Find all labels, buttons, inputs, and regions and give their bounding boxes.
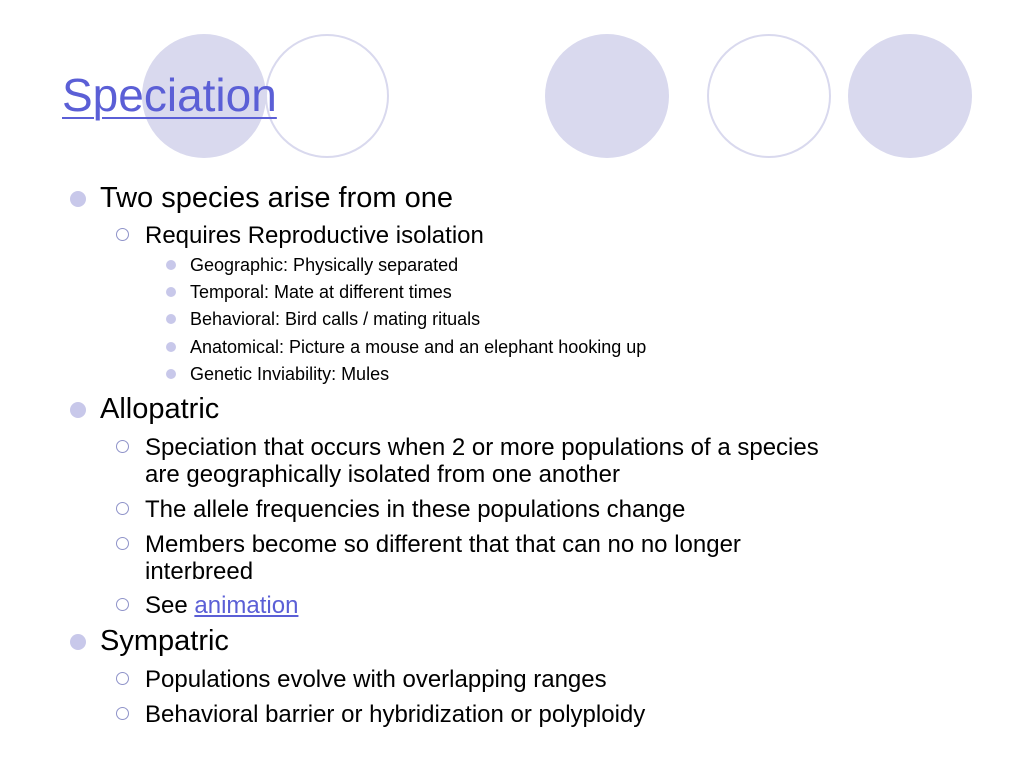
- bullet-members-different-1: Members become so different that that can no no longer: [145, 531, 741, 558]
- bullet-anatomical: Anatomical: Picture a mouse and an elephant hooking up: [190, 337, 647, 357]
- bullet-ring-icon: [116, 598, 129, 611]
- bullet-genetic-inviability: Genetic Inviability: Mules: [190, 364, 390, 384]
- bullet-allopatric: Allopatric: [100, 393, 220, 425]
- bullet-reproductive-isolation: Requires Reproductive isolation: [145, 222, 484, 249]
- bullet-ring-icon: [116, 537, 129, 550]
- bullet-see-animation: [145, 592, 298, 620]
- bullet-ring-icon: [116, 672, 129, 685]
- bullet-members-different-2: interbreed: [145, 558, 254, 585]
- bullet-icon: [166, 287, 176, 297]
- slide-title[interactable]: Speciation: [62, 69, 277, 121]
- bullet-icon: [166, 260, 176, 270]
- bullet-icon: [166, 369, 176, 379]
- bullet-temporal: Temporal: Mate at different times: [190, 282, 452, 302]
- bullet-icon: [166, 314, 176, 324]
- bullet-sympatric: Sympatric: [100, 625, 229, 657]
- bullet-behavioral: Behavioral: Bird calls / mating rituals: [190, 309, 481, 329]
- bullet-behavioral-barrier: Behavioral barrier or hybridization or polyploidy: [145, 701, 646, 728]
- bullet-overlapping-ranges: Populations evolve with overlapping ranges: [145, 666, 607, 693]
- bullet-icon: [70, 191, 86, 207]
- bullet-ring-icon: [116, 707, 129, 720]
- bullet-ring-icon: [116, 228, 129, 241]
- see-prefix: See: [145, 592, 195, 619]
- animation-link[interactable]: animation: [194, 592, 299, 619]
- bullet-geographic: Geographic: Physically separated: [190, 255, 459, 275]
- bullet-ring-icon: [116, 440, 129, 453]
- bullet-two-species: Two species arise from one: [100, 182, 453, 214]
- bullet-icon: [166, 342, 176, 352]
- bullet-icon: [70, 402, 86, 418]
- bullet-icon: [70, 634, 86, 650]
- bullet-ring-icon: [116, 502, 129, 515]
- bullet-allopatric-definition-2: are geographically isolated from one another: [145, 461, 620, 488]
- bullet-allele-frequencies: The allele frequencies in these populations change: [145, 496, 686, 523]
- bullet-allopatric-definition-1: Speciation that occurs when 2 or more populations of a species: [145, 434, 819, 461]
